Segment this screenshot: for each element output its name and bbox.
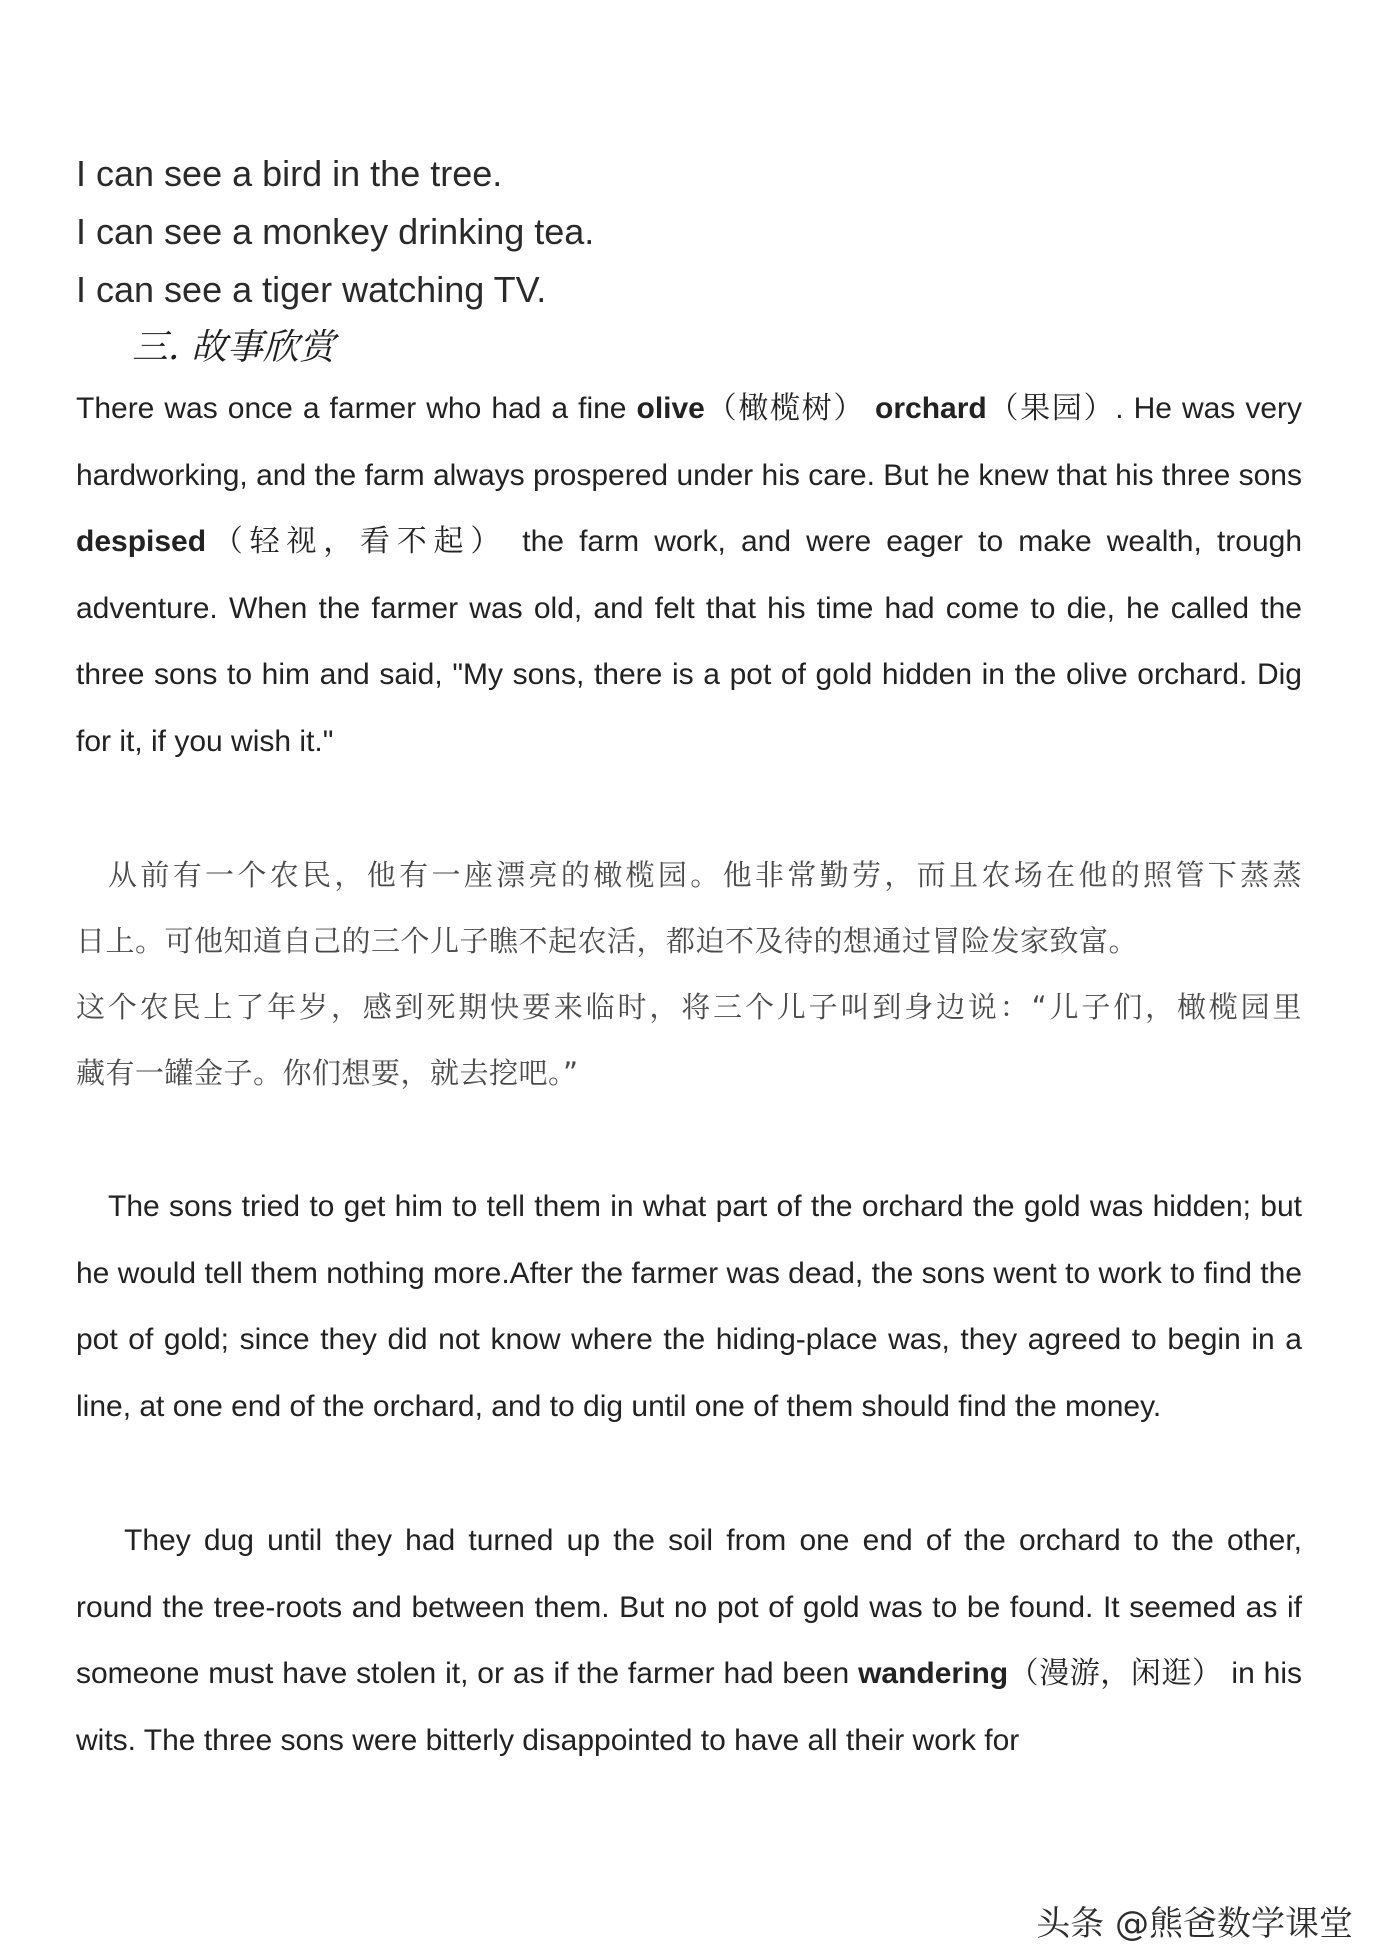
text-run: The sons tried to get him to tell them in what part of the orchard the gold was hidden; but he would tell them nothing more.After the farmer was dead, the sons went to work to find the pot of gold; since they did not know where the hiding-place was, they agreed to begin in a line, at one end of the orchard, and to dig until one of them should find the money. [76, 1190, 1302, 1423]
vocab-gloss: （轻视，看不起） [206, 524, 508, 560]
chinese-line: 日上。可他知道自己的三个儿子瞧不起农活，都迫不及待的想通过冒险发家致富。 [76, 924, 1139, 958]
text-run: They dug until they had turned up the soil from one end of the orchard to the other, round the tree-roots and between them. But no pot of gold was to be found. It seemed as if someone must have stolen it, or as if the farmer had been [76, 1524, 1302, 1691]
sentence-line: I can see a bird in the tree. [76, 153, 503, 194]
vocab-word: olive [636, 392, 705, 425]
vocab-gloss: （漫游，闲逛） [1008, 1656, 1223, 1692]
chinese-line: 从前有一个农民，他有一座漂亮的橄榄园。他非常勤劳，而且农场在他的照管下蒸蒸 [108, 858, 1302, 892]
paragraph-text [76, 376, 1302, 776]
english-paragraph-3 [76, 1508, 1302, 1774]
paragraph-text [76, 1174, 1302, 1440]
section-heading: 三. 故事欣赏 [132, 327, 335, 368]
chinese-line: 藏有一罐金子。你们想要，就去挖吧。” [76, 1056, 579, 1090]
text-run: There was once a farmer who had a fine [76, 392, 637, 425]
text-run: . He was very hardworking, and the farm always prospered under his care. But he knew that his three sons [76, 392, 1302, 492]
sentence-line: I can see a tiger watching TV. [76, 269, 547, 310]
english-paragraph-2 [76, 1174, 1302, 1440]
watermark-footer: 头条 @熊爸数学课堂 [1036, 1904, 1353, 1944]
vocab-word: despised [76, 525, 207, 559]
text-run: the farm work, and were eager to make wealth, trough adventure. When the farmer was old, and felt that his time had come to die, he called the three sons to him and said, "My sons, there is a pot of gold hidden in the olive orchard. Dig for it, if you wish it." [76, 525, 1303, 758]
vocab-gloss: （橄榄树） [704, 391, 866, 426]
english-paragraph-1 [76, 376, 1302, 776]
chinese-line: 这个农民上了年岁，感到死期快要来临时，将三个儿子叫到身边说：“儿子们，橄榄园里 [76, 990, 1302, 1024]
sentence-list [76, 145, 1302, 377]
vocab-word: wandering [858, 1657, 1009, 1691]
sentence-line: I can see a monkey drinking tea. [76, 211, 595, 252]
text-run: in his wits. The three sons were bitterly disappointed to have all their work for [76, 1657, 1303, 1757]
paragraph-text [76, 1508, 1302, 1774]
vocab-gloss: （果园） [986, 391, 1116, 426]
vocab-word: orchard [875, 392, 987, 425]
chinese-paragraph [76, 842, 1302, 1106]
